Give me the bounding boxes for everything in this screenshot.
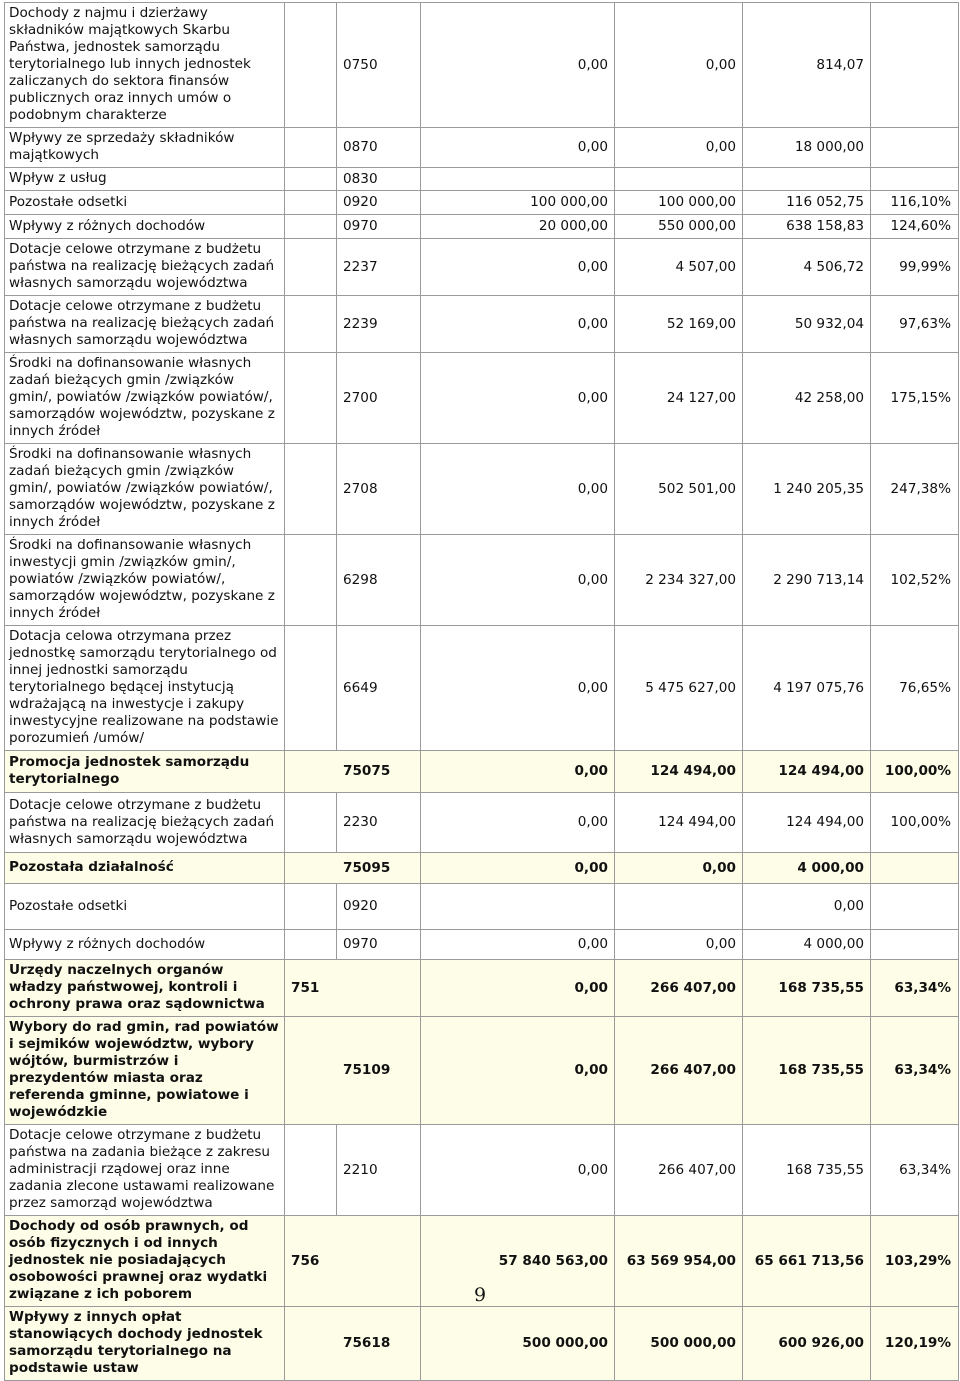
row-label: Dotacje celowe otrzymane z budżetu państwa na zadania bieżące z zakresu administracji rządowej oraz inne zadania zlecone ustawami realizowane przez samorząd województwa (5, 1125, 285, 1216)
row-label: Wpływy z innych opłat stanowiących dochody jednostek samorządu terytorialnego na podstawie ustaw (5, 1307, 285, 1381)
row-label: Dotacje celowe otrzymane z budżetu państwa na realizację bieżących zadań własnych samorządu województwa (5, 296, 285, 353)
table-row (5, 1125, 959, 1216)
plan-start: 0,00 (421, 128, 615, 168)
row-code: 75109 (285, 1017, 421, 1125)
percent (871, 3, 959, 128)
plan-start: 57 840 563,00 (421, 1216, 615, 1307)
executed: 42 258,00 (743, 353, 871, 444)
percent: 120,19% (871, 1307, 959, 1381)
executed: 600 926,00 (743, 1307, 871, 1381)
executed: 814,07 (743, 3, 871, 128)
plan-after-changes: 5 475 627,00 (615, 626, 743, 751)
table-row (5, 191, 959, 215)
executed (743, 168, 871, 191)
table-row (5, 444, 959, 535)
row-label: Pozostałe odsetki (5, 191, 285, 215)
percent: 100,00% (871, 751, 959, 793)
plan-after-changes: 124 494,00 (615, 793, 743, 853)
row-code: 75075 (285, 751, 421, 793)
percent: 102,52% (871, 535, 959, 626)
row-code: 751 (285, 960, 421, 1017)
percent: 247,38% (871, 444, 959, 535)
table-row (5, 239, 959, 296)
plan-after-changes: 4 507,00 (615, 239, 743, 296)
table-row-chapter (5, 751, 959, 793)
plan-start: 100 000,00 (421, 191, 615, 215)
row-label: Pozostałe odsetki (5, 884, 285, 930)
plan-start: 0,00 (421, 1125, 615, 1216)
plan-after-changes (615, 168, 743, 191)
row-code: 6649 (337, 626, 421, 751)
executed: 4 197 075,76 (743, 626, 871, 751)
table-row (5, 296, 959, 353)
percent (871, 884, 959, 930)
row-code: 75618 (285, 1307, 421, 1381)
table-row (5, 3, 959, 128)
row-label: Wybory do rad gmin, rad powiatów i sejmików województw, wybory wójtów, burmistrzów i prezydentów miasta oraz referenda gminne, powiatowe i wojewódzkie (5, 1017, 285, 1125)
row-code: 2700 (337, 353, 421, 444)
executed: 124 494,00 (743, 751, 871, 793)
table-row-chapter (5, 1307, 959, 1381)
row-label: Wpływy z różnych dochodów (5, 930, 285, 960)
executed: 168 735,55 (743, 1125, 871, 1216)
row-code: 0750 (337, 3, 421, 128)
plan-after-changes: 52 169,00 (615, 296, 743, 353)
plan-after-changes: 24 127,00 (615, 353, 743, 444)
row-code: 0970 (337, 930, 421, 960)
percent (871, 853, 959, 884)
row-label: Środki na dofinansowanie własnych zadań bieżących gmin /związków gmin/, powiatów /związków powiatów/, samorządów województw, pozyskane z innych źródeł (5, 444, 285, 535)
row-label: Wpływy z różnych dochodów (5, 215, 285, 239)
row-code: 0830 (337, 168, 421, 191)
plan-after-changes: 0,00 (615, 853, 743, 884)
percent: 100,00% (871, 793, 959, 853)
percent (871, 128, 959, 168)
row-label: Dotacja celowa otrzymana przez jednostkę samorządu terytorialnego od innej jednostki samorządu terytorialnego będącej instytucją wdrażającą na inwestycje i zakupy inwestycyjne realizowane na podstawie porozumień /umów/ (5, 626, 285, 751)
row-code: 756 (285, 1216, 421, 1307)
row-code: 0920 (337, 884, 421, 930)
executed: 124 494,00 (743, 793, 871, 853)
plan-start: 0,00 (421, 444, 615, 535)
executed: 1 240 205,35 (743, 444, 871, 535)
plan-start: 20 000,00 (421, 215, 615, 239)
plan-start: 0,00 (421, 296, 615, 353)
percent: 97,63% (871, 296, 959, 353)
executed: 0,00 (743, 884, 871, 930)
executed: 2 290 713,14 (743, 535, 871, 626)
percent: 116,10% (871, 191, 959, 215)
percent: 124,60% (871, 215, 959, 239)
executed: 4 000,00 (743, 853, 871, 884)
executed: 638 158,83 (743, 215, 871, 239)
row-code: 2708 (337, 444, 421, 535)
table-row (5, 626, 959, 751)
row-code: 2230 (337, 793, 421, 853)
table-row (5, 168, 959, 191)
table-row (5, 353, 959, 444)
table-row (5, 930, 959, 960)
plan-start (421, 168, 615, 191)
row-label: Pozostała działalność (5, 853, 285, 884)
plan-start: 0,00 (421, 930, 615, 960)
row-label: Wpływy ze sprzedaży składników majątkowych (5, 128, 285, 168)
plan-after-changes: 0,00 (615, 3, 743, 128)
row-label: Środki na dofinansowanie własnych inwestycji gmin /związków gmin/, powiatów /związków powiatów/, samorządów województw, pozyskane z innych źródeł (5, 535, 285, 626)
plan-start: 0,00 (421, 353, 615, 444)
percent: 63,34% (871, 1017, 959, 1125)
plan-start: 0,00 (421, 853, 615, 884)
executed: 168 735,55 (743, 960, 871, 1017)
row-code: 75095 (285, 853, 421, 884)
plan-after-changes: 266 407,00 (615, 960, 743, 1017)
executed: 116 052,75 (743, 191, 871, 215)
plan-after-changes: 266 407,00 (615, 1017, 743, 1125)
percent: 175,15% (871, 353, 959, 444)
executed: 4 506,72 (743, 239, 871, 296)
row-label: Dochody z najmu i dzierżawy składników majątkowych Skarbu Państwa, jednostek samorządu terytorialnego lub innych jednostek zaliczanych do sektora finansów publicznych oraz innych umów o podobnym charakterze (5, 3, 285, 128)
row-label: Wpływ z usług (5, 168, 285, 191)
plan-start: 0,00 (421, 626, 615, 751)
table-row-chapter (5, 1017, 959, 1125)
budget-income-table (4, 2, 959, 1381)
plan-start: 0,00 (421, 239, 615, 296)
row-label: Dochody od osób prawnych, od osób fizycznych i od innych jednostek nie posiadających osobowości prawnej oraz wydatki związane z ich poborem (5, 1216, 285, 1307)
table-row (5, 215, 959, 239)
table-row (5, 535, 959, 626)
page-number: 9 (473, 1284, 487, 1306)
executed: 50 932,04 (743, 296, 871, 353)
plan-after-changes: 2 234 327,00 (615, 535, 743, 626)
row-label: Promocja jednostek samorządu terytorialnego (5, 751, 285, 793)
executed: 65 661 713,56 (743, 1216, 871, 1307)
row-label: Dotacje celowe otrzymane z budżetu państwa na realizację bieżących zadań własnych samorządu województwa (5, 793, 285, 853)
row-label: Środki na dofinansowanie własnych zadań bieżących gmin /związków gmin/, powiatów /związków powiatów/, samorządów województw, pozyskane z innych źródeł (5, 353, 285, 444)
table-row-chapter (5, 853, 959, 884)
plan-start: 0,00 (421, 3, 615, 128)
plan-after-changes: 0,00 (615, 930, 743, 960)
plan-after-changes (615, 884, 743, 930)
percent (871, 168, 959, 191)
row-code: 2237 (337, 239, 421, 296)
plan-after-changes: 100 000,00 (615, 191, 743, 215)
table-row (5, 128, 959, 168)
table-row-section (5, 960, 959, 1017)
executed: 18 000,00 (743, 128, 871, 168)
percent: 76,65% (871, 626, 959, 751)
row-code: 0920 (337, 191, 421, 215)
percent: 99,99% (871, 239, 959, 296)
percent (871, 930, 959, 960)
plan-start: 0,00 (421, 751, 615, 793)
row-label: Urzędy naczelnych organów władzy państwowej, kontroli i ochrony prawa oraz sądownictwa (5, 960, 285, 1017)
executed: 168 735,55 (743, 1017, 871, 1125)
plan-after-changes: 502 501,00 (615, 444, 743, 535)
row-code: 2210 (337, 1125, 421, 1216)
plan-after-changes: 0,00 (615, 128, 743, 168)
plan-after-changes: 124 494,00 (615, 751, 743, 793)
plan-start: 0,00 (421, 960, 615, 1017)
percent: 63,34% (871, 1125, 959, 1216)
row-label: Dotacje celowe otrzymane z budżetu państwa na realizację bieżących zadań własnych samorządu województwa (5, 239, 285, 296)
plan-after-changes: 266 407,00 (615, 1125, 743, 1216)
plan-after-changes: 500 000,00 (615, 1307, 743, 1381)
percent: 103,29% (871, 1216, 959, 1307)
row-code: 2239 (337, 296, 421, 353)
plan-start: 500 000,00 (421, 1307, 615, 1381)
row-code: 0970 (337, 215, 421, 239)
table-row (5, 793, 959, 853)
plan-after-changes: 63 569 954,00 (615, 1216, 743, 1307)
plan-start: 0,00 (421, 793, 615, 853)
row-code: 6298 (337, 535, 421, 626)
plan-start: 0,00 (421, 1017, 615, 1125)
table-row (5, 884, 959, 930)
plan-start (421, 884, 615, 930)
plan-after-changes: 550 000,00 (615, 215, 743, 239)
plan-start: 0,00 (421, 535, 615, 626)
row-code: 0870 (337, 128, 421, 168)
executed: 4 000,00 (743, 930, 871, 960)
percent: 63,34% (871, 960, 959, 1017)
